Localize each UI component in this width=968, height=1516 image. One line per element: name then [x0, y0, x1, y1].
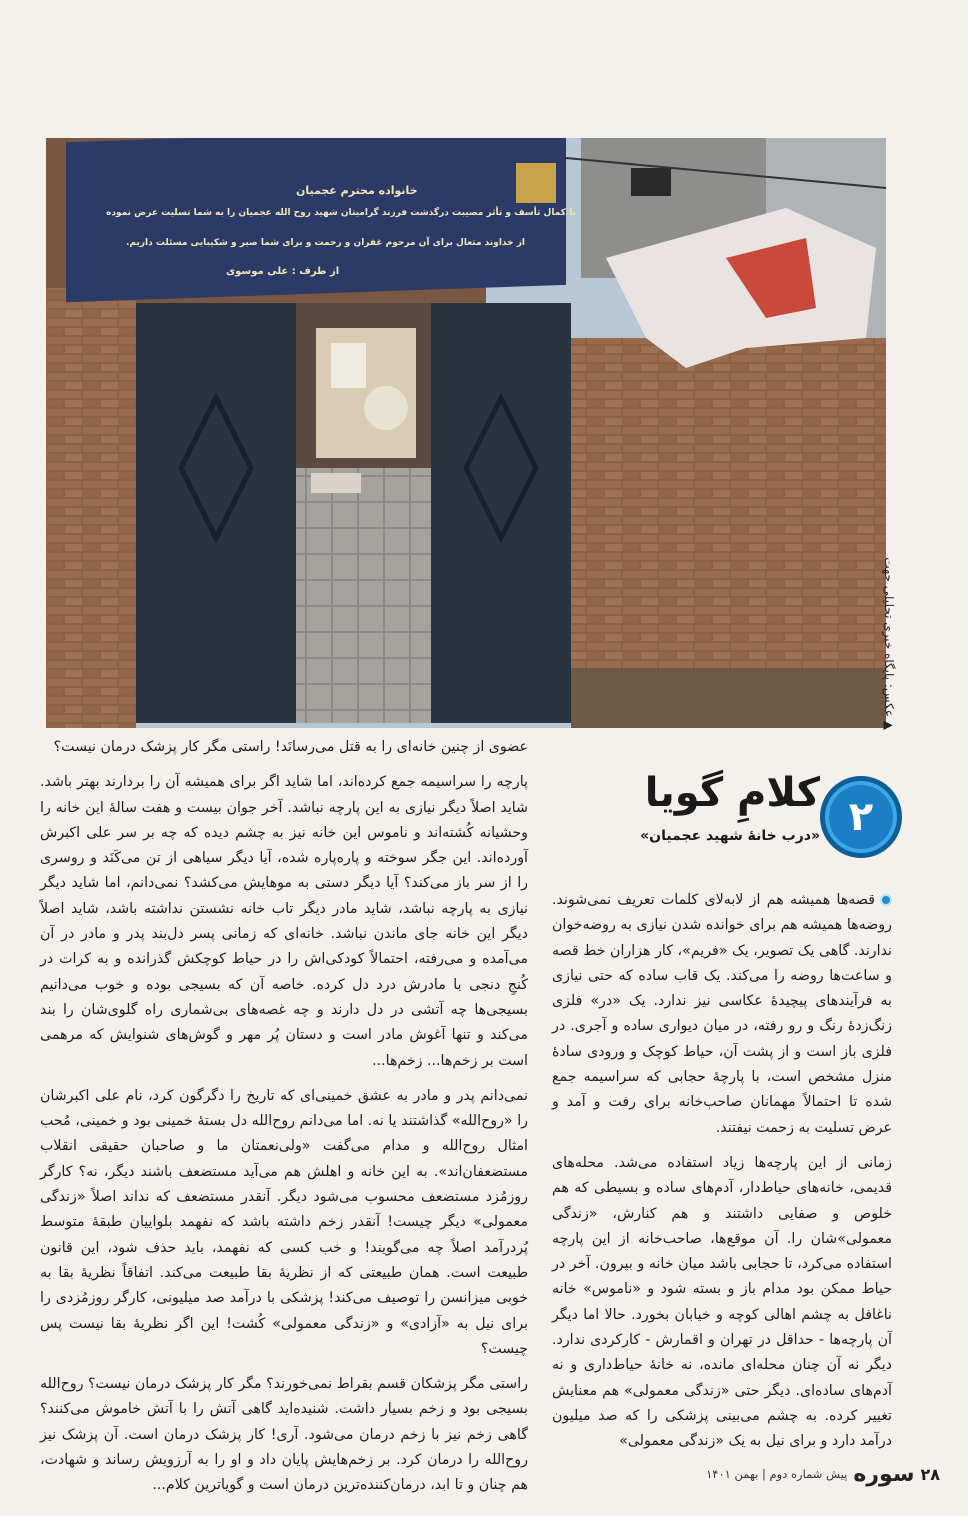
lead-text: قصه‌ها همیشه هم از لابه‌لای کلمات تعریف نمی‌شوند. روضه‌ها همیشه هم برای خوانده شدن نیازی به روضه‌خوان ندارند. گاهی یک تصویر، یک «فریم»، کار هزاران خط قصه و ساعت‌ها روضه را می‌کند. یک قاب ساده که حتی نیازی به فرآیندهای پیچیدهٔ عکاسی نیز ندارد. یک «در» فلزی زنگ‌زدهٔ رنگ و رو رفته، در میان دیواری ساده و آجری. در فلزی باز است و از پشت آن، حیاط کوچک و ورودی سادهٔ منزل مشخص است، با پارچهٔ حجابی که سراسیمه جمع شده تا احتمالاً مهمانان صاحب‌خانه برای رفت و آمد و عرض تسلیت به زحمت نیفتند.	[552, 892, 892, 1136]
page-number: ۲۸	[920, 1464, 940, 1484]
paragraph: پارچه را سراسیمه جمع کرده‌اند، اما شاید اگر برای همیشه آن را بردارند بهتر باشد. شاید اصلاً دیگر نیازی به این پارچه نباشد. آخر جوان بیست و هفت سالهٔ این خانه را وحشیانه کُشته‌اند و ناموس این خانه نیز به چشم دیده که چه بر سر علی اکبرش آورده‌اند. این جگر سوخته و پاره‌پاره شده، آیا دیگر سیاهی از تن می‌کَنَد و روسری را از سر باز می‌کند؟ آیا دیگر دستی به موهایش می‌کشد؟ نمی‌دانم، اما شاید دیگر نیازی به پارچه نباشد، شاید مادر دیگر تاب خانه نشستن نداشته باشد، شاید اصلاً دیگر این خانه جای ماندن نباشد. خانه‌ای که زمانی پسر دل‌بند پدر و مادر در آن می‌آمده و می‌رفته، احتمالاً کودکی‌اش را در حیاط کوچکش گذرانده و به کرات در کُنجِ دنجی با مادرش درد دل کرده. خاصه آن که بسیجی بوده و خوب می‌دانیم بسیجی‌ها چه آتشی در دل دارند و چه غصه‌های بی‌شماری راه گلوی‌شان را بند می‌کند و تنها آغوش مادر است و دستان پُر مهر و گوش‌های شنوایش که مرهمی است بر زخم‌ها... زخم‌ها...	[40, 774, 528, 1069]
article-photo	[46, 138, 886, 728]
issue-info: پیش شماره دوم | بهمن ۱۴۰۱	[706, 1467, 848, 1481]
banner-line-3: از خداوند متعال برای آن مرحوم غفران و رحمت و برای شما صبر و شکیبایی مسئلت داریم.	[126, 238, 526, 248]
banner-line-1: خانواده محترم عجمیان	[296, 184, 418, 197]
photo-credit: ▲ عکس: پایگاه خبری تحلیلی جهت	[882, 557, 896, 730]
section-number-badge	[820, 776, 902, 858]
paragraph: راستی مگر پزشکان قسم بقراط نمی‌خورند؟ مگر کار پزشک درمان نیست؟ روح‌الله بسیجی بود و زخم بسیار داشت. شنیده‌اید گاهی آتش را با آتش خاموش می‌کنند؟ گاهی زخم نیز با زخم درمان می‌شود. آری! کار پزشک درمان است. آن پزشک نیز روح‌الله را درمان کرد. بر زخم‌هایش پایان داد و او را به آرزویش رساند و شهادت، هم چنان و تا ابد، درمان‌کننده‌ترین درمان است و گویاترین کلام...	[40, 1376, 528, 1494]
left-column	[40, 735, 528, 1509]
banner-line-2: با کمال تأسف و تأثر مصیبت درگذشت فرزند گرامیتان شهید روح الله عجمیان را به شما تسلیت عرض نموده	[106, 208, 576, 218]
bullet-dot-icon	[880, 894, 892, 906]
magazine-logo: سوره	[853, 1461, 915, 1487]
lead-paragraph	[552, 888, 892, 1141]
banner-line-4: از طرف : علی موسوی	[226, 266, 340, 277]
page-footer	[640, 1462, 940, 1486]
section-title: کلامِ گویا	[644, 770, 820, 816]
right-column	[552, 888, 892, 1465]
paragraph: نمی‌دانم پدر و مادر به عشق خمینی‌ای که تاریخ را دگرگون کرد، نام علی اکبرشان را «روح‌الله» گذاشتند یا نه. اما می‌دانم روح‌الله دل بستهٔ خمینی بود و خمینی، مُحب امثال روح‌الله و مدام می‌گفت «ولی‌نعمتان ما و صاحبان حقیقی انقلاب مستضعفان‌اند». به این خانه و اهلش هم می‌آید مستضعف باشند دیگر، نه؟ کارگر روزمُزد مستضعف محسوب می‌شود دیگر. آنقدر مستضعف که نداند اصلاً «زندگی معمولی» دیگر چیست! آنقدر زخم داشته باشد که نفهمد بلواییان طبقهٔ متوسط پُردرآمد اصلاً چه می‌گویند! و خب کسی که نفهمد، باید حذف شود، این قانون طبیعت است. همان طبیعتی که از نظریهٔ بقا طبیعت می‌کند. اتفاقاً نظریهٔ بقا به خوبی میزانسن را توصیف می‌کند! پزشکی با درآمد صد میلیونی، کارگر روزمُزدی را برای نیل به «آزادی» و «زندگی معمولی» کُشت! این اگر نظریهٔ بقا نیست پس چیست؟	[40, 1087, 528, 1357]
section-number: ۲	[848, 794, 874, 840]
paragraph: زمانی از این پارچه‌ها زیاد استفاده می‌شد. محله‌های قدیمی، خانه‌های حیاط‌دار، آدم‌های ساده و بسیطی که هم خلوص و صفایی داشتند و هم کنارش، «زندگی معمولی»‌شان را. آن موقع‌ها، صاحب‌خانه از این پارچه استفاده می‌کرد، تا حجابی باشد میان خانه و بیرون. آخر در حیاط ممکن بود مدام باز و بسته شود و «ناموس» خانه ناغافل به چشم اهالی کوچه و خیابان بخورد. حالا اما دیگر آن پارچه‌ها - حداقل در تهران و اقمارش - کارکردی ندارد. دیگر نه آن چنان محله‌ای مانده، نه خانهٔ حیاط‌داری و نه آدم‌های ساده‌ای. دیگر حتی «زندگی معمولی» هم معنایش تغییر کرده. به چشم می‌بینی پزشکی را که صد میلیون درآمد دارد و برای نیل به یک «زندگی معمولی»	[552, 1154, 892, 1450]
house-door-illustration	[46, 138, 886, 728]
section-subtitle: «درب خانهٔ شهید عجمیان»	[640, 828, 820, 844]
paragraph: عضوی از چنین خانه‌ای را به قتل می‌رسانَد! راستی مگر کار پزشک درمان نیست؟	[53, 739, 528, 755]
